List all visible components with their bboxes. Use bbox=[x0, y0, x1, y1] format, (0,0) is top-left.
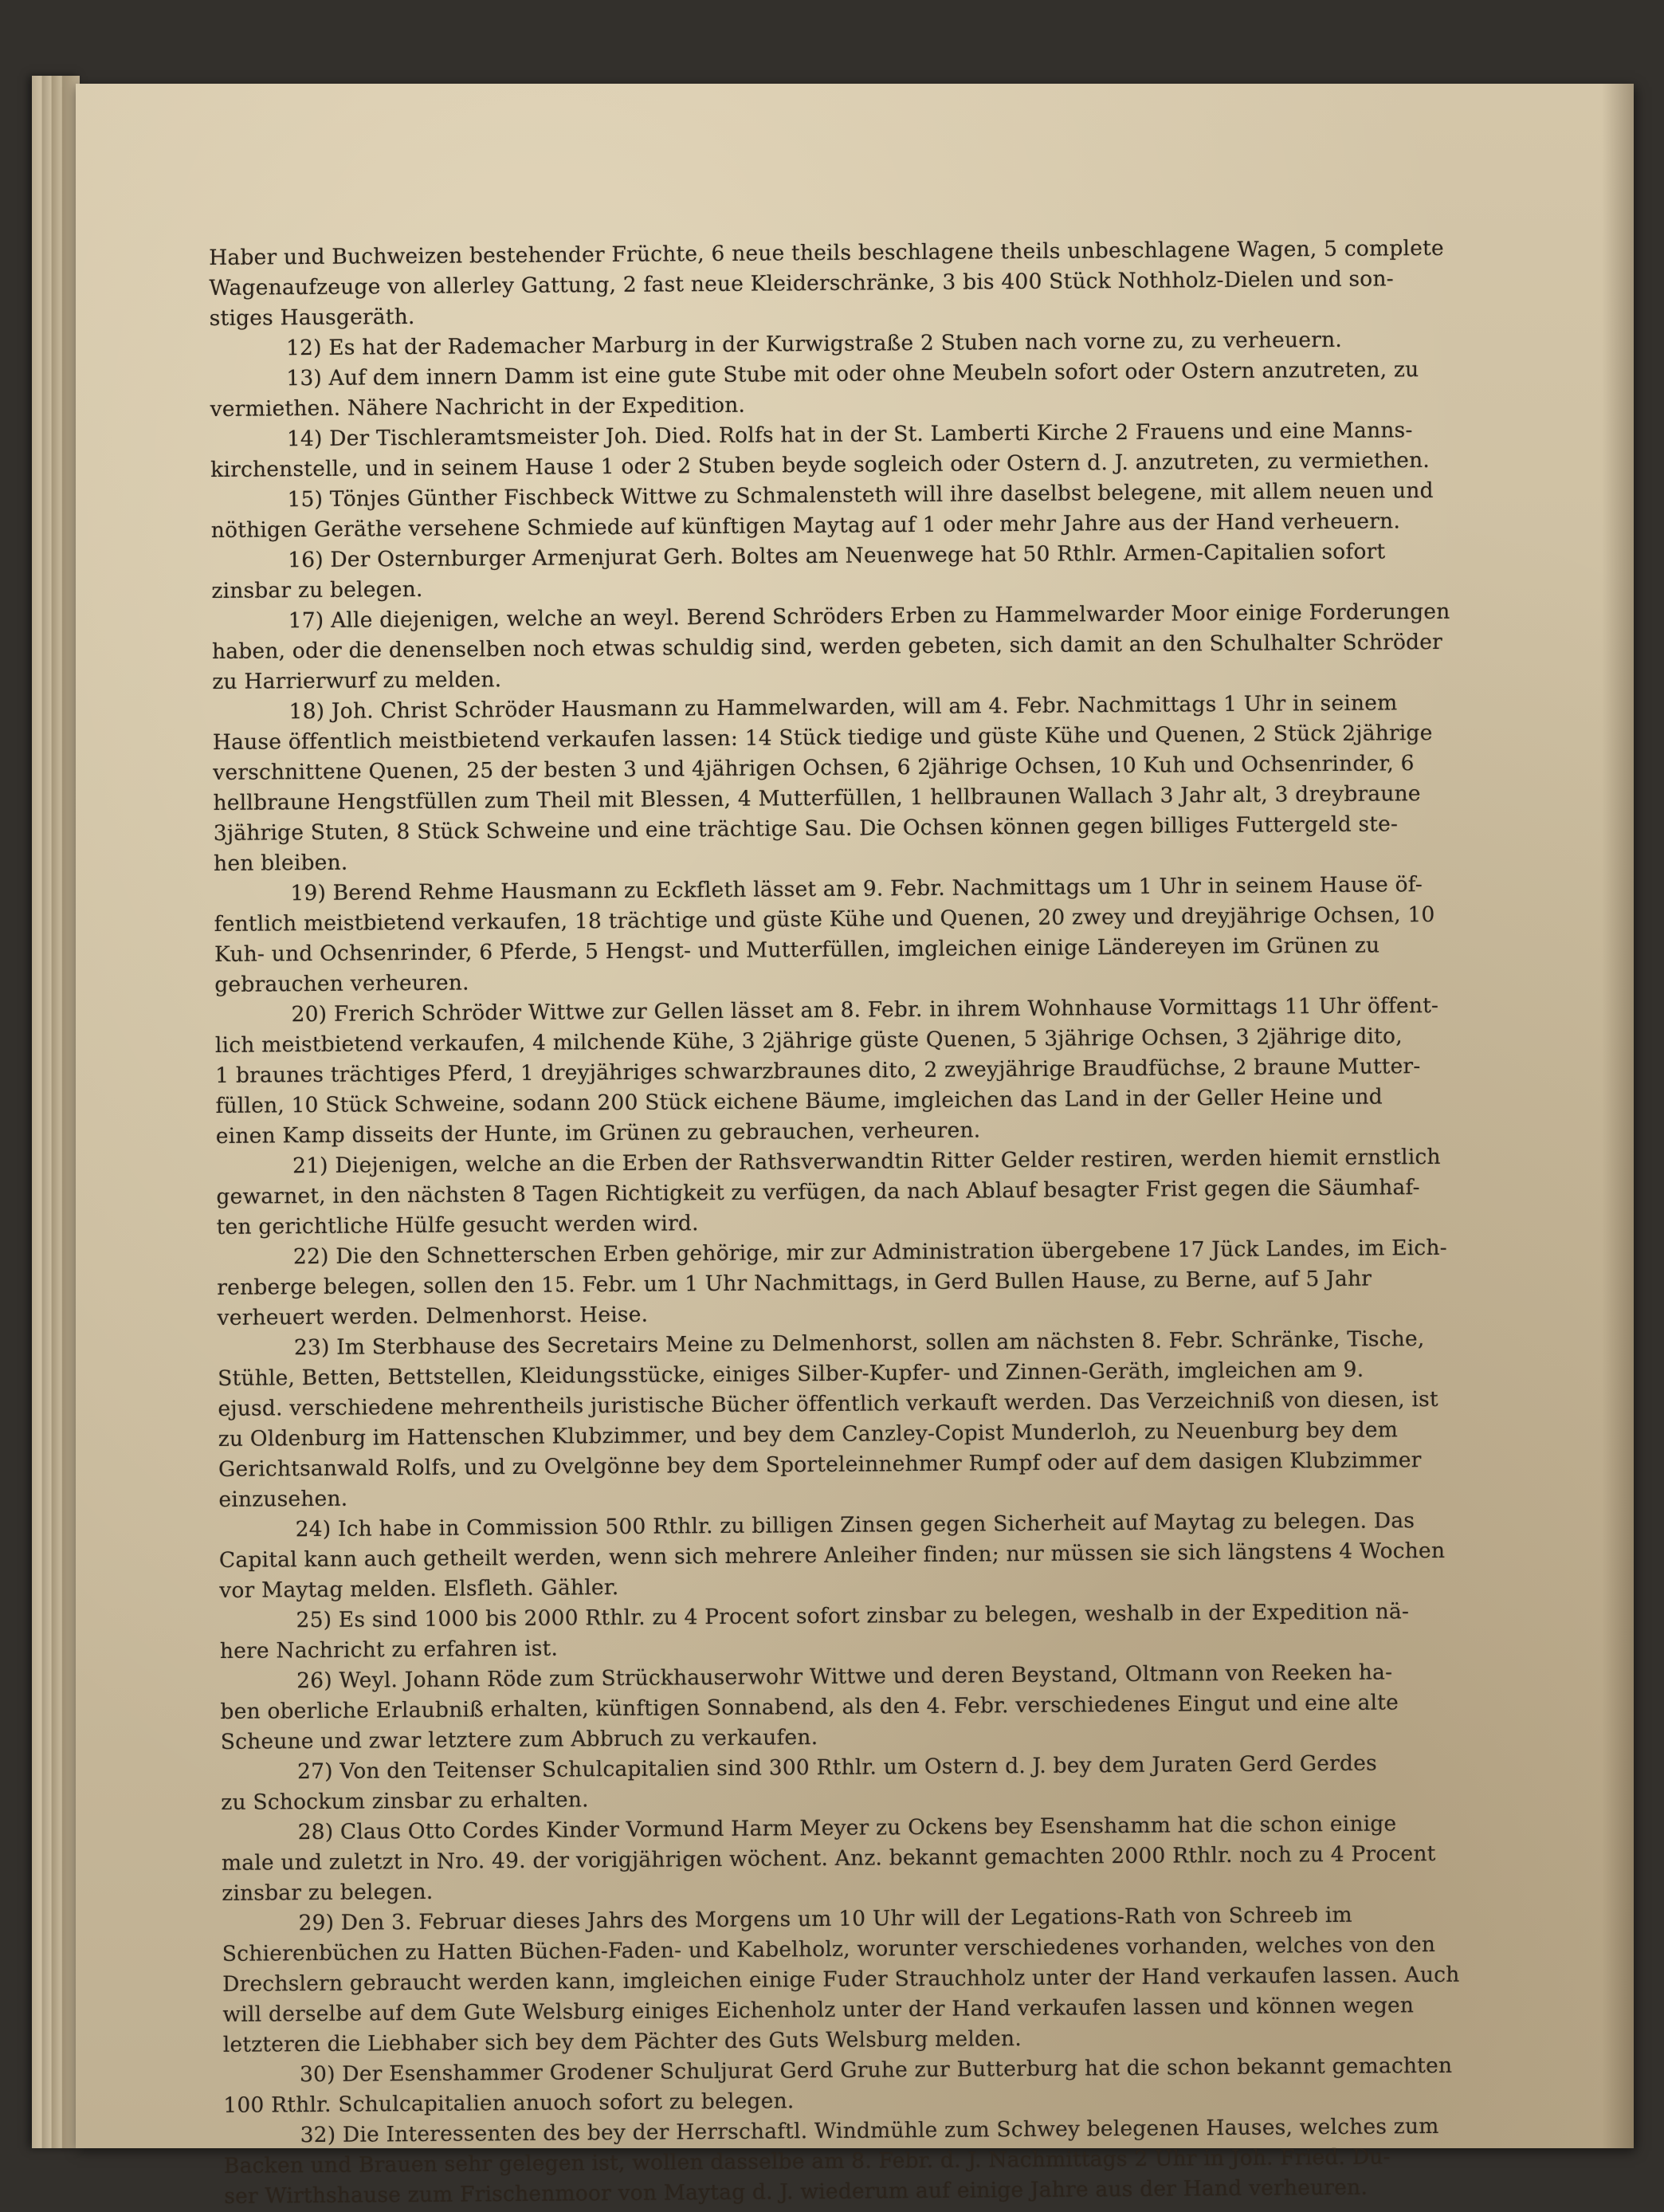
text-line: zinsbar zu belegen. bbox=[222, 1879, 434, 1906]
text-line: gebrauchen verheuren. bbox=[214, 970, 469, 997]
text-line: 17) Alle diejenigen, welche an weyl. Berend Schröders Erben zu Hammelwarder Moor einige Forderungen bbox=[288, 599, 1450, 634]
text-line: 14) Der Tischleramtsmeister Joh. Died. Rolfs hat in der St. Lamberti Kirche 2 Frauens und eine Manns- bbox=[286, 418, 1413, 452]
text-line: zu Oldenburg im Hattenschen Klubzimmer, und bey dem Canzley-Copist Munderloh, zu Neuenburg bey dem bbox=[218, 1417, 1399, 1452]
text-line: Wagenaufzeuge von allerley Gattung, 2 fast neue Kleiderschränke, 3 bis 400 Stück Nothholz-Dielen und son- bbox=[209, 266, 1394, 301]
text-line: letzteren die Liebhaber sich bey dem Pächter des Guts Welsburg melden. bbox=[222, 2026, 1022, 2057]
text-line: 100 Rthlr. Schulcapitalien anuoch sofort zu belegen. bbox=[223, 2088, 795, 2118]
text-line: 30) Der Esenshammer Grodener Schuljurat Gerd Gruhe zur Butterburg hat die schon bekannt gemachten bbox=[299, 2053, 1453, 2088]
text-line: zu Harrierwurf zu melden. bbox=[212, 667, 502, 694]
text-line: zu Schockum zinsbar zu erhalten. bbox=[221, 1787, 589, 1815]
text-line: ser Wirthshause zum Frischenmoor von Maytag d. J. wiederum auf einige Jahre aus der Hand verheuren. bbox=[224, 2175, 1368, 2209]
text-line: Schierenbüchen zu Hatten Büchen-Faden- und Kabelholz, worunter verschiedenes vorhanden, welches von den bbox=[222, 1931, 1436, 1966]
text-line: here Nachricht zu erfahren ist. bbox=[219, 1636, 559, 1664]
text-line: male und zuletzt in Nro. 49. der vorigjährigen wöchent. Anz. bekannt gemachten 2000 Rthlr. noch zu 4 Procent bbox=[221, 1841, 1436, 1876]
text-line: stiges Hausgeräth. bbox=[209, 304, 415, 331]
text-line: 16) Der Osternburger Armenjurat Gerh. Boltes am Neuenwege hat 50 Rthlr. Armen-Capitalien sofort bbox=[288, 539, 1386, 573]
text-line: Stühle, Betten, Bettstellen, Kleidungsstücke, einiges Silber-Kupfer- und Zinnen-Geräth, imgleichen am 9. bbox=[218, 1357, 1364, 1391]
text-line: zinsbar zu belegen. bbox=[211, 576, 423, 603]
text-line: 25) Es sind 1000 bis 2000 Rthlr. zu 4 Procent sofort zinsbar zu belegen, weshalb in der Expedition nä- bbox=[296, 1599, 1410, 1633]
newspaper-page bbox=[76, 84, 1634, 2209]
text-line: 22) Die den Schnetterschen Erben gehörige, mir zur Administration übergebene 17 Jück Landes, im Eich- bbox=[292, 1235, 1447, 1270]
text-line: ten gerichtliche Hülfe gesucht werden wird. bbox=[216, 1211, 699, 1240]
text-line: 12) Es hat der Rademacher Marburg in der Kurwigstraße 2 Stuben nach vorne zu, zu verheuern. bbox=[285, 327, 1343, 361]
text-line: verschnittene Quenen, 25 der besten 3 und 4jährigen Ochsen, 6 2jährige Ochsen, 10 Kuh und Ochsenrinder, 6 bbox=[213, 751, 1415, 785]
text-line: kirchenstelle, und in seinem Hause 1 oder 2 Stuben beyde sogleich oder Ostern d. J. anzutreten, zu vermiethen. bbox=[210, 447, 1430, 482]
text-line: hen bleiben. bbox=[213, 850, 348, 876]
text-line: vermiethen. Nähere Nachricht in der Expedition. bbox=[210, 392, 746, 422]
text-line: 29) Den 3. Februar dieses Jahrs des Morgens um 10 Uhr will der Legations-Rath von Schreeb im bbox=[298, 1902, 1352, 1936]
text-line: einzusehen. bbox=[218, 1486, 348, 1512]
text-line: einen Kamp disseits der Hunte, im Grünen zu gebrauchen, verheuren. bbox=[215, 1118, 981, 1149]
text-line: 19) Berend Rehme Hausmann zu Eckfleth lässet am 9. Febr. Nachmittags um 1 Uhr in seinem Hause öf- bbox=[290, 872, 1423, 906]
text-line: 1 braunes trächtiges Pferd, 1 dreyjähriges schwarzbraunes dito, 2 zweyjährige Braudfüchse, 2 braune Mutter- bbox=[215, 1054, 1421, 1088]
text-line: haben, oder die denenselben noch etwas schuldig sind, werden gebeten, sich damit an den Schulhalter Schröder bbox=[211, 629, 1443, 664]
text-line: Capital kann auch getheilt werden, wenn sich mehrere Anleiher finden; nur müssen sie sich längstens 4 Wochen bbox=[218, 1538, 1446, 1573]
text-line: hellbraune Hengstfüllen zum Theil mit Blessen, 4 Mutterfüllen, 1 hellbraunen Wallach 3 Jahr alt, 3 dreybraune bbox=[213, 781, 1421, 815]
notices-text-block bbox=[209, 232, 1649, 2209]
text-line: 18) Joh. Christ Schröder Hausmann zu Hammelwarden, will am 4. Febr. Nachmittags 1 Uhr in seinem bbox=[288, 690, 1398, 725]
text-line: vor Maytag melden. Elsfleth. Gähler. bbox=[219, 1575, 619, 1603]
text-line: 3jährige Stuten, 8 Stück Schweine und eine trächtige Sau. Die Ochsen können gegen billiges Futtergeld ste- bbox=[213, 811, 1399, 846]
text-line: gewarnet, in den nächsten 8 Tagen Richtigkeit zu verfügen, da nach Ablauf besagter Frist gegen die Säumhaf- bbox=[216, 1175, 1420, 1209]
text-line: 26) Weyl. Johann Röde zum Strückhauserwohr Wittwe und deren Beystand, Oltmann von Reeken ha- bbox=[296, 1660, 1393, 1694]
text-line: lich meistbietend verkaufen, 4 milchende Kühe, 3 2jährige güste Quenen, 5 3jährige Ochsen, 3 2jährige dito, bbox=[214, 1023, 1403, 1058]
text-line: ben oberliche Erlaubniß erhalten, künftigen Sonnabend, als den 4. Febr. verschiedenes Eingut und eine alte bbox=[220, 1690, 1399, 1724]
text-line: 27) Von den Teitenser Schulcapitalien sind 300 Rthlr. um Ostern d. J. bey dem Juraten Gerd Gerdes bbox=[296, 1750, 1377, 1785]
text-line: fentlich meistbietend verkaufen, 18 trächtige und güste Kühe und Quenen, 20 zwey und dreyjährige Ochsen, 10 bbox=[214, 902, 1435, 937]
text-line: Haber und Buchweizen bestehender Früchte, 6 neue theils beschlagene theils unbeschlagene Wagen, 5 complete bbox=[209, 235, 1444, 270]
text-line: Hause öffentlich meistbietend verkaufen lassen: 14 Stück tiedige und güste Kühe und Quenen, 2 Stück 2jährige bbox=[212, 720, 1433, 755]
text-line: verheuert werden. Delmenhorst. Heise. bbox=[217, 1302, 649, 1330]
text-line: 28) Claus Otto Cordes Kinder Vormund Harm Meyer zu Ockens bey Esenshamm hat die schon einige bbox=[297, 1811, 1397, 1845]
text-line: füllen, 10 Stück Schweine, sodann 200 Stück eichene Bäume, imgleichen das Land in der Geller Heine und bbox=[215, 1084, 1383, 1118]
text-line: renberge belegen, sollen den 15. Febr. um 1 Uhr Nachmittags, in Gerd Bullen Hause, zu Berne, auf 5 Jahr bbox=[217, 1266, 1372, 1300]
text-line: 24) Ich habe in Commission 500 Rthlr. zu billigen Zinsen gegen Sicherheit auf Maytag zu belegen. Das bbox=[295, 1508, 1415, 1542]
text-line: 32) Die Interessenten des bey der Herrschaftl. Windmühle zum Schwey belegenen Hauses, welches zum bbox=[300, 2113, 1439, 2148]
text-line: Kuh- und Ochsenrinder, 6 Pferde, 5 Hengst- und Mutterfüllen, imgleichen einige Ländereyen im Grünen zu bbox=[214, 933, 1380, 967]
text-line: 20) Frerich Schröder Wittwe zur Gellen lässet am 8. Febr. in ihrem Wohnhause Vormittags 11 Uhr öffent- bbox=[291, 992, 1439, 1027]
text-line: 13) Auf dem innern Damm ist eine gute Stube mit oder ohne Meubeln sofort oder Ostern anzutreten, zu bbox=[286, 357, 1419, 391]
text-line: 23) Im Sterbhause des Secretairs Meine zu Delmenhorst, sollen am nächsten 8. Febr. Schränke, Tische, bbox=[293, 1326, 1425, 1361]
text-line: nöthigen Geräthe versehene Schmiede auf künftigen Maytag auf 1 oder mehr Jahre aus der Hand verheuern. bbox=[210, 509, 1401, 543]
text-line: Drechslern gebraucht werden kann, imgleichen einige Fuder Strauchholz unter der Hand verkaufen lassen. Auch bbox=[222, 1962, 1460, 1997]
page-edges bbox=[32, 76, 80, 2148]
text-line: ejusd. verschiedene mehrentheils juristische Bücher öffentlich verkauft werden. Das Verzeichniß von diesen, ist bbox=[218, 1386, 1438, 1421]
text-line: Backen und Brauen sehr gelegen ist, wollen dasselbe am 8. Febr. d. J. Nachmittags 2 Uhr in Joh. Fried. Du- bbox=[223, 2144, 1391, 2179]
text-line: 15) Tönjes Günther Fischbeck Wittwe zu Schmalensteth will ihre daselbst belegene, mit allem neuen und bbox=[287, 477, 1434, 513]
text-line: Gerichtsanwald Rolfs, und zu Ovelgönne bey dem Sporteleinnehmer Rumpf oder auf dem dasigen Klubzimmer bbox=[218, 1448, 1422, 1482]
text-line: 21) Diejenigen, welche an die Erben der Rathsverwandtin Ritter Gelder restiren, werden hiemit ernstlich bbox=[292, 1144, 1441, 1179]
text-line: Scheune und zwar letztere zum Abbruch zu verkaufen. bbox=[220, 1725, 818, 1754]
text-line: will derselbe auf dem Gute Welsburg einiges Eichenholz unter der Hand verkaufen lassen und können wegen bbox=[222, 1993, 1415, 2027]
